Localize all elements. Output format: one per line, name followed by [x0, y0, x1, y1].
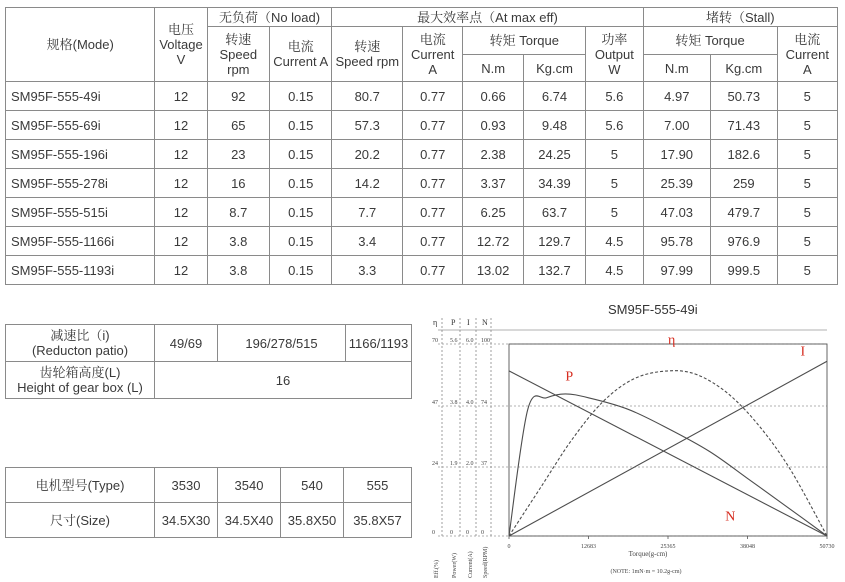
axis-value-0-2: 6.0 — [466, 338, 474, 344]
header-model: 规格(Mode) — [6, 8, 155, 82]
header-voltage-cn: 电压 — [167, 22, 194, 37]
cell-nl-speed: 3.8 — [207, 256, 269, 285]
header-voltage-unit: V — [176, 52, 186, 67]
cell-voltage: 12 — [155, 169, 207, 198]
header-me-power-cn: 功率 — [601, 31, 628, 47]
cell-nl-current: 0.15 — [270, 227, 332, 256]
cell-st-nm: 4.97 — [643, 82, 711, 111]
cell-me-nm: 2.38 — [463, 140, 523, 169]
cell-st-kgcm: 182.6 — [711, 140, 778, 169]
header-voltage-en: Voltage — [159, 37, 203, 52]
height-value: 16 — [155, 362, 412, 399]
cell-st-kgcm: 71.43 — [711, 111, 778, 140]
table-row — [6, 111, 838, 140]
axis-header-3: N — [482, 318, 488, 327]
cell-me-power: 5.6 — [586, 111, 643, 140]
x-axis-label: Torque(g-cm) — [628, 550, 668, 558]
cell-me-nm: 13.02 — [463, 256, 523, 285]
size-label: 尺寸(Size) — [6, 503, 155, 538]
type-value-3: 540 — [281, 468, 344, 503]
series-line-2 — [509, 361, 827, 536]
cell-me-power: 5 — [586, 140, 643, 169]
cell-model: SM95F-555-196i — [6, 140, 155, 169]
header-nl-current-cn: 电流 — [287, 39, 314, 54]
cell-voltage: 12 — [155, 111, 207, 140]
cell-me-kgcm: 24.25 — [523, 140, 585, 169]
ratio-value-3: 1166/1193 — [346, 325, 412, 362]
curve-label-eta: η — [668, 333, 676, 348]
cell-me-kgcm: 129.7 — [523, 227, 585, 256]
header-me-nm: N.m — [463, 55, 523, 82]
cell-nl-current: 0.15 — [270, 169, 332, 198]
cell-me-nm: 6.25 — [463, 198, 523, 227]
axis-value-2-0: 24 — [432, 461, 438, 467]
header-nl-speed — [207, 27, 269, 82]
cell-nl-speed: 92 — [207, 82, 269, 111]
table-row — [6, 198, 838, 227]
size-value-3: 35.8X50 — [281, 503, 344, 538]
cell-st-kgcm: 999.5 — [711, 256, 778, 285]
cell-model: SM95F-555-49i — [6, 82, 155, 111]
header-nl-current-en — [270, 54, 331, 69]
header-st-current-cn: 电流 — [794, 31, 821, 47]
axis-value-3-2: 0 — [466, 530, 469, 536]
header-max-eff: 最大效率点（At max eff) — [332, 8, 643, 27]
cell-st-nm: 25.39 — [643, 169, 711, 198]
axis-value-3-0: 0 — [432, 530, 435, 536]
cell-me-speed: 57.3 — [332, 111, 403, 140]
axis-title-3: Speed(RPM) — [483, 546, 489, 578]
cell-st-kgcm: 976.9 — [711, 227, 778, 256]
cell-nl-speed: 3.8 — [207, 227, 269, 256]
cell-st-kgcm: 259 — [711, 169, 778, 198]
ratio-label — [6, 325, 155, 362]
cell-st-current: 5 — [777, 169, 837, 198]
cell-voltage: 12 — [155, 198, 207, 227]
cell-nl-current: 0.15 — [270, 198, 332, 227]
header-me-current-en: Current — [411, 46, 455, 62]
x-tick-label-2: 25365 — [660, 544, 676, 550]
cell-me-current: 0.77 — [403, 256, 463, 285]
cell-me-power: 5 — [586, 198, 643, 227]
cell-me-speed: 3.4 — [332, 227, 403, 256]
cell-me-current: 0.77 — [403, 169, 463, 198]
spec-table — [5, 7, 838, 285]
axis-value-3-3: 0 — [481, 530, 484, 536]
cell-st-kgcm: 50.73 — [711, 82, 778, 111]
curve-label-i: I — [800, 344, 806, 360]
table-row — [6, 169, 838, 198]
cell-nl-current: 0.15 — [270, 256, 332, 285]
cell-me-power: 5 — [586, 169, 643, 198]
axis-value-0-1: 5.6 — [450, 338, 458, 344]
cell-nl-speed: 8.7 — [207, 198, 269, 227]
cell-st-current: 5 — [777, 82, 837, 111]
cell-me-nm: 0.66 — [463, 82, 523, 111]
performance-chart — [430, 296, 845, 582]
type-value-2: 3540 — [218, 468, 281, 503]
axis-value-1-2: 4.0 — [466, 400, 474, 406]
cell-me-kgcm: 34.39 — [523, 169, 585, 198]
cell-me-current: 0.77 — [403, 227, 463, 256]
header-me-current — [403, 27, 463, 82]
x-tick-label-4: 50730 — [819, 544, 835, 550]
header-me-speed — [332, 27, 403, 82]
size-value-4: 35.8X57 — [344, 503, 412, 538]
cell-me-power: 5.6 — [586, 82, 643, 111]
ratio-label-cn: 减速比（i) — [50, 328, 110, 343]
chart-note: (NOTE: 1mN·m = 10.2g-cm) — [610, 569, 682, 575]
table-row — [6, 140, 838, 169]
axis-title-1: Power(W) — [452, 553, 458, 578]
size-value-2: 34.5X40 — [218, 503, 281, 538]
axis-header-0: η — [433, 318, 438, 327]
header-nl-current-en-text: Current — [273, 54, 317, 69]
cell-me-current: 0.77 — [403, 111, 463, 140]
axis-header-2: I — [467, 318, 470, 327]
header-me-current-cn: 电流 — [419, 31, 446, 47]
cell-voltage: 12 — [155, 256, 207, 285]
cell-me-current: 0.77 — [403, 82, 463, 111]
chart-frame — [432, 318, 835, 578]
cell-nl-current: 0.15 — [270, 111, 332, 140]
cell-me-kgcm: 63.7 — [523, 198, 585, 227]
header-nl-speed-cn: 转速 — [225, 31, 252, 47]
header-nl-current — [270, 27, 332, 82]
axis-value-1-0: 47 — [432, 400, 438, 406]
header-nl-current-unit: A — [319, 54, 329, 69]
axis-value-1-3: 74 — [481, 400, 487, 406]
header-voltage — [155, 8, 207, 82]
cell-nl-speed: 16 — [207, 169, 269, 198]
cell-model: SM95F-555-1166i — [6, 227, 155, 256]
type-label: 电机型号(Type) — [6, 468, 155, 503]
header-nl-speed-en: Speed — [219, 46, 258, 62]
cell-model: SM95F-555-1193i — [6, 256, 155, 285]
header-me-power-en: Output — [594, 46, 634, 62]
curve-label-n: N — [725, 509, 736, 525]
cell-nl-current: 0.15 — [270, 140, 332, 169]
size-value-1: 34.5X30 — [155, 503, 218, 538]
cell-st-current: 5 — [777, 140, 837, 169]
cell-nl-current: 0.15 — [270, 82, 332, 111]
header-me-power — [586, 27, 643, 82]
cell-st-nm: 95.78 — [643, 227, 711, 256]
cell-st-current: 5 — [777, 198, 837, 227]
header-st-current-en: Current — [785, 46, 829, 62]
header-stall: 堵转（Stall) — [643, 8, 837, 27]
ratio-label-en: (Reducton patio) — [31, 343, 129, 358]
cell-nl-speed: 65 — [207, 111, 269, 140]
curve-label-p: P — [565, 369, 574, 385]
cell-st-nm: 47.03 — [643, 198, 711, 227]
cell-me-speed: 80.7 — [332, 82, 403, 111]
header-me-kgcm: Kg.cm — [523, 55, 585, 82]
cell-me-nm: 3.37 — [463, 169, 523, 198]
header-st-torque: 转矩 Torque — [643, 27, 777, 55]
cell-st-nm: 97.99 — [643, 256, 711, 285]
cell-me-nm: 0.93 — [463, 111, 523, 140]
axis-value-0-0: 70 — [432, 338, 438, 344]
height-label-cn: 齿轮箱高度(L) — [39, 365, 121, 380]
cell-me-speed: 14.2 — [332, 169, 403, 198]
header-st-nm: N.m — [643, 55, 711, 82]
cell-voltage: 12 — [155, 227, 207, 256]
cell-me-speed: 20.2 — [332, 140, 403, 169]
cell-me-speed: 7.7 — [332, 198, 403, 227]
cell-nl-speed: 23 — [207, 140, 269, 169]
table-row — [6, 227, 838, 256]
cell-model: SM95F-555-278i — [6, 169, 155, 198]
cell-model: SM95F-555-515i — [6, 198, 155, 227]
type-value-1: 3530 — [155, 468, 218, 503]
header-st-current-unit: A — [802, 61, 812, 77]
cell-model: SM95F-555-69i — [6, 111, 155, 140]
axis-value-2-3: 37 — [481, 461, 487, 467]
ratio-value-1: 49/69 — [155, 325, 218, 362]
axis-header-1: P — [451, 318, 456, 327]
cell-me-kgcm: 9.48 — [523, 111, 585, 140]
table-row — [6, 82, 838, 111]
chart-labels — [565, 333, 805, 525]
series-line-0 — [509, 394, 827, 536]
cell-voltage: 12 — [155, 82, 207, 111]
header-me-speed-en: Speed rpm — [335, 54, 400, 69]
chart-curves — [509, 361, 827, 536]
axis-value-2-2: 2.0 — [466, 461, 474, 467]
cell-st-kgcm: 479.7 — [711, 198, 778, 227]
cell-me-kgcm: 6.74 — [523, 82, 585, 111]
axis-value-2-1: 1.9 — [450, 461, 458, 467]
cell-st-nm: 17.90 — [643, 140, 711, 169]
cell-me-kgcm: 132.7 — [523, 256, 585, 285]
table-row — [6, 256, 838, 285]
axis-title-2: Current(A) — [468, 551, 474, 578]
height-label — [6, 362, 155, 399]
axis-value-1-1: 3.8 — [450, 400, 458, 406]
header-st-kgcm: Kg.cm — [711, 55, 778, 82]
ratio-value-2: 196/278/515 — [218, 325, 346, 362]
header-st-current — [777, 27, 837, 82]
cell-me-current: 0.77 — [403, 140, 463, 169]
spec-body — [6, 82, 838, 285]
header-nl-speed-unit: rpm — [227, 61, 250, 77]
cell-st-current: 5 — [777, 111, 837, 140]
cell-st-current: 5 — [777, 256, 837, 285]
cell-me-power: 4.5 — [586, 227, 643, 256]
cell-me-nm: 12.72 — [463, 227, 523, 256]
header-me-power-unit: W — [608, 61, 621, 77]
type-value-4: 555 — [344, 468, 412, 503]
header-me-torque: 转矩 Torque — [463, 27, 586, 55]
header-me-current-unit: A — [428, 61, 438, 77]
cell-st-current: 5 — [777, 227, 837, 256]
x-tick-label-0: 0 — [507, 544, 511, 550]
axis-title-0: Eff.(%) — [434, 559, 440, 578]
height-label-en: Height of gear box (L) — [17, 380, 143, 395]
plot-border — [509, 344, 827, 536]
series-line-3 — [509, 371, 827, 536]
axis-value-0-3: 100 — [481, 338, 490, 344]
header-me-speed-cn: 转速 — [354, 39, 381, 54]
cell-me-speed: 3.3 — [332, 256, 403, 285]
ratio-table — [5, 324, 412, 399]
axis-value-3-1: 0 — [450, 530, 453, 536]
type-table — [5, 467, 412, 538]
cell-voltage: 12 — [155, 140, 207, 169]
x-tick-label-1: 12683 — [581, 544, 597, 550]
chart-title: SM95F-555-49i — [608, 302, 698, 317]
cell-me-power: 4.5 — [586, 256, 643, 285]
cell-st-nm: 7.00 — [643, 111, 711, 140]
x-tick-label-3: 38048 — [740, 544, 756, 550]
header-no-load: 无负荷（No load) — [207, 8, 332, 27]
cell-me-current: 0.77 — [403, 198, 463, 227]
